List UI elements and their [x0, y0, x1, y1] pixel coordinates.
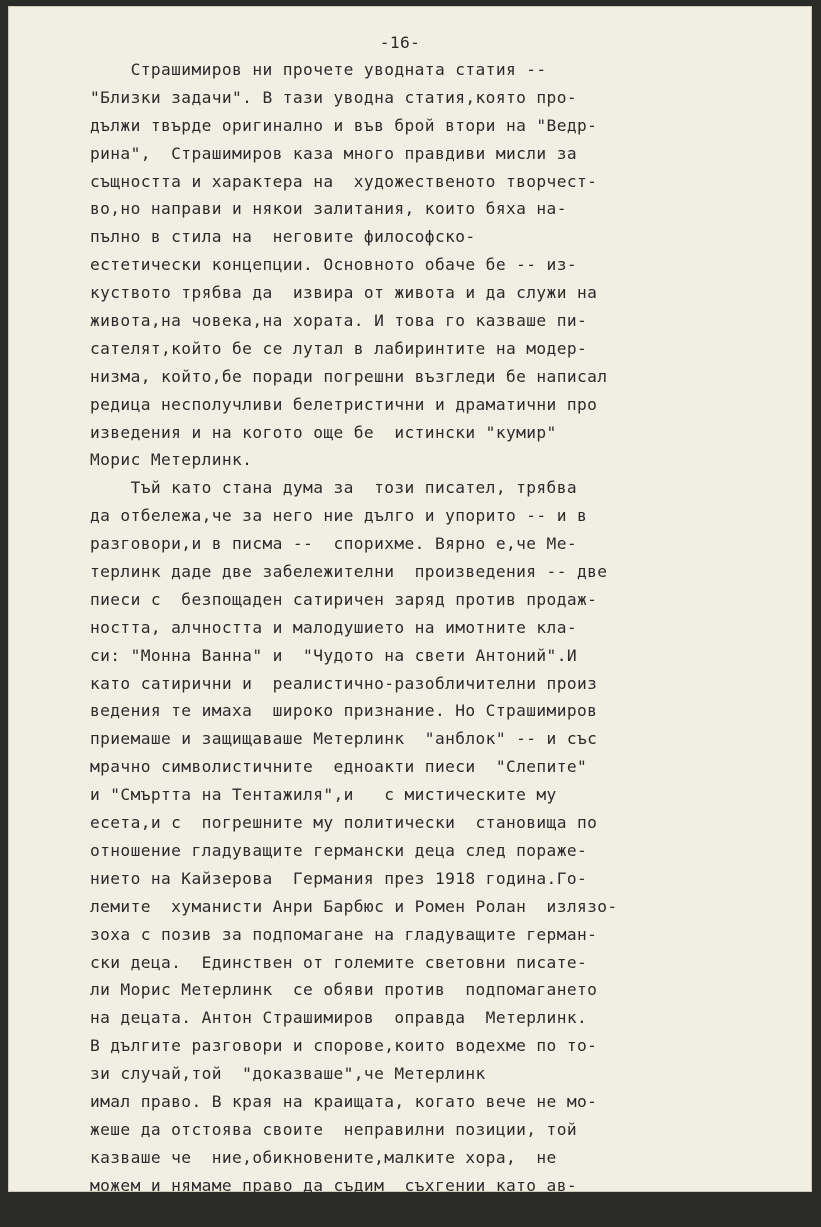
text-line: разговори,и в писма -- спорихме. Вярно е,че Ме- — [90, 534, 577, 554]
typewritten-page — [8, 6, 812, 1223]
text-line: живота,на човека,на хората. И това го казваше пи- — [90, 311, 588, 331]
text-line: во,но направи и някои залитания, които бяха на- — [90, 199, 567, 219]
text-line: ведения те имаха широко признание. Но Страшимиров — [90, 701, 598, 721]
text-line: редица несполучливи белетристични и драматични про — [90, 394, 598, 414]
text-line: есета,и с погрешните му политически становища по — [90, 813, 598, 833]
text-line: Тъй като стана дума за този писател, трябва — [90, 478, 577, 498]
text-line: тора на "Монна Ванна"... — [90, 1203, 334, 1223]
text-line: казваше че ние,обикновените,малките хора, не — [90, 1147, 557, 1167]
text-line: ски деца. Единствен от големите световни писате- — [90, 952, 588, 972]
text-line: пиеси с безпощаден сатиричен заряд против продаж- — [90, 589, 598, 609]
text-line: зи случай,той "доказваше",че Метерлинк — [90, 1064, 486, 1084]
text-line: нието на Кайзерова Германия през 1918 година.Го- — [90, 868, 588, 888]
text-line: и "Смъртта на Тентажиля",и с мистическите му — [90, 785, 557, 805]
text-line: дължи твърде оригинално и във брой втори на "Ведр- — [90, 115, 598, 135]
text-line: В дългите разговори и спорове,които водехме по то- — [90, 1036, 598, 1056]
text-line: зоха с позив за подпомагане на гладуващите герман- — [90, 924, 598, 944]
text-line: лемите хуманисти Анри Барбюс и Ромен Ролан излязо- — [90, 896, 618, 916]
text-line: ността, алчността и малодушието на имотните кла- — [90, 617, 577, 637]
text-line: мрачно символистичните едноакти пиеси "Слепите" — [90, 757, 588, 777]
text-line: изведения и на когото още бе истински "кумир" — [90, 422, 557, 442]
text-line: имал право. В края на краищата, когато вече не мо- — [90, 1091, 598, 1111]
text-lines — [90, 56, 790, 1227]
text-line: куството трябва да извира от живота и да служи на — [90, 283, 598, 303]
text-line: Страшимиров ни прочете уводната статия -- — [90, 60, 547, 79]
text-line: като сатирични и реалистично-разобличителни произ — [90, 673, 598, 693]
text-line: "Близки задачи". В тази уводна статия,която про- — [90, 87, 577, 107]
text-line: пълно в стила на неговите философско- — [90, 227, 476, 247]
text-line: сателят,който бе се лутал в лабиринтите на модер- — [90, 338, 588, 358]
text-line: отношение гладуващите германски деца след пораже- — [90, 840, 588, 860]
text-line: да отбележа,че за него ние дълго и упорито -- и в — [90, 506, 588, 526]
document-body — [90, 30, 790, 1227]
page-number: -16- — [379, 33, 421, 52]
text-line: терлинк даде две забележителни произведения -- две — [90, 562, 608, 582]
text-line: жеше да отстоява своите неправилни позиции, той — [90, 1119, 577, 1139]
text-line: можем и нямаме право да съдим съхгении като ав- — [90, 1175, 577, 1195]
text-line: приемаше и защищаваше Метерлинк "анблок" -- и със — [90, 729, 598, 749]
text-line: естетически концепции. Основното обаче бе -- из- — [90, 255, 577, 275]
text-line: Морис Метерлинк. — [90, 450, 253, 470]
text-line: си: "Монна Ванна" и "Чудото на свети Антоний".И — [90, 645, 577, 665]
text-line: рина", Страшимиров каза много правдиви мисли за — [90, 143, 577, 163]
text-line: същността и характера на художественото творчест- — [90, 171, 598, 191]
text-line: ли Морис Метерлинк се обяви против подпомагането — [90, 980, 598, 1000]
text-line: на децата. Антон Страшимиров оправда Метерлинк. — [90, 1008, 588, 1028]
text-line: низма, който,бе поради погрешни възгледи бе написал — [90, 366, 608, 386]
